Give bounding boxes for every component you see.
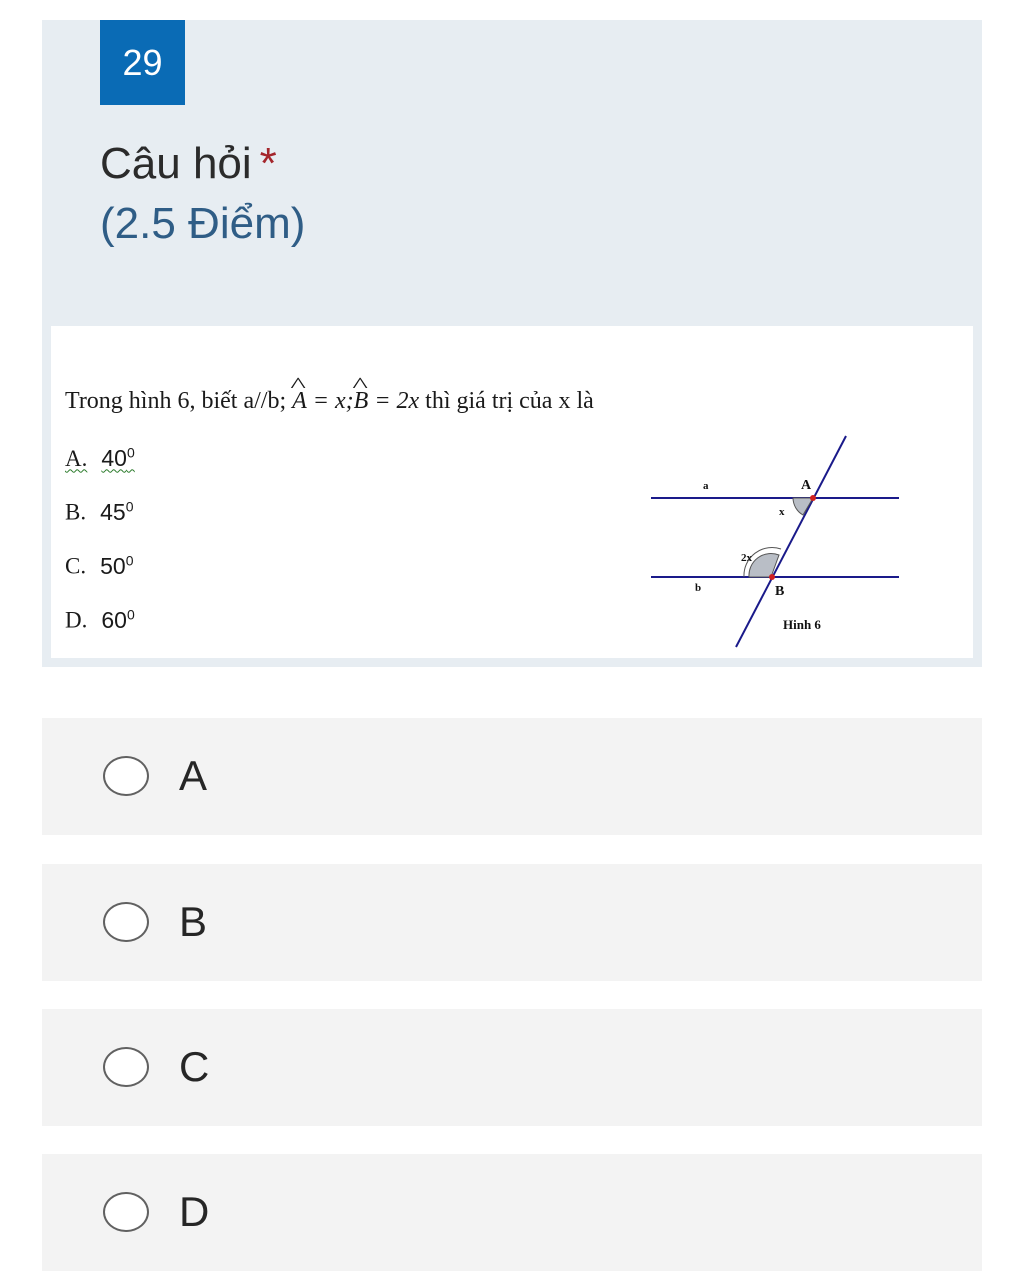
- point-a-dot: [810, 495, 816, 501]
- angle-a-symbol: ^ A: [292, 388, 307, 415]
- option-letter: D.: [65, 607, 88, 633]
- answer-label: B: [179, 898, 208, 945]
- question-title-text: Câu hỏi: [100, 139, 252, 188]
- option-value: 60: [101, 606, 127, 633]
- answer-option-b[interactable]: [42, 864, 982, 981]
- radio-button[interactable]: [103, 1192, 149, 1232]
- question-image: [51, 326, 973, 658]
- radio-button[interactable]: [103, 1047, 149, 1087]
- option-letter: B.: [65, 499, 87, 525]
- answer-option-a[interactable]: [42, 718, 982, 835]
- problem-option-b: [65, 498, 133, 526]
- degree-sign: 0: [126, 444, 135, 460]
- question-card: [42, 20, 982, 667]
- point-b-dot: [769, 574, 775, 580]
- degree-sign: 0: [125, 498, 134, 514]
- degree-sign: 0: [126, 606, 135, 622]
- answer-label: D: [179, 1188, 210, 1235]
- option-value: 40: [101, 444, 127, 471]
- answer-label: C: [179, 1043, 210, 1090]
- angle-b-symbol: ^ B: [354, 388, 369, 415]
- answer-label: A: [179, 752, 208, 799]
- angle-b-label: 2x: [741, 552, 752, 564]
- point-a-label: A: [801, 478, 812, 493]
- option-value: 45: [100, 498, 126, 525]
- option-letter: A.: [65, 445, 88, 471]
- answer-option-d[interactable]: [42, 1154, 982, 1271]
- problem-option-d: [65, 606, 135, 634]
- transversal-line: [736, 436, 846, 647]
- figure-caption: Hinh 6: [783, 617, 821, 632]
- parallel-lines-figure: [641, 411, 911, 651]
- answer-option-c[interactable]: [42, 1009, 982, 1126]
- problem-suffix: thì giá trị của x là: [419, 388, 594, 414]
- option-value: 50: [100, 552, 126, 579]
- required-marker: *: [259, 139, 277, 188]
- option-letter: C.: [65, 553, 87, 579]
- radio-button[interactable]: [103, 902, 149, 942]
- problem-option-c: [65, 552, 133, 580]
- angle-b-equation: = 2x: [368, 388, 420, 414]
- question-number: 29: [100, 20, 185, 105]
- point-b-label: B: [775, 584, 785, 599]
- radio-button[interactable]: [103, 756, 149, 796]
- question-title: [100, 138, 277, 190]
- problem-option-a: [65, 444, 135, 472]
- question-points: (2.5 Điểm): [100, 199, 306, 248]
- angle-a-label: x: [779, 506, 785, 518]
- line-b-label: b: [695, 582, 702, 594]
- line-a-label: a: [703, 480, 709, 492]
- problem-statement: [65, 388, 594, 415]
- degree-sign: 0: [125, 552, 134, 568]
- angle-a-equation: = x;: [306, 388, 354, 414]
- problem-prefix: Trong hình 6, biết a//b;: [65, 388, 287, 414]
